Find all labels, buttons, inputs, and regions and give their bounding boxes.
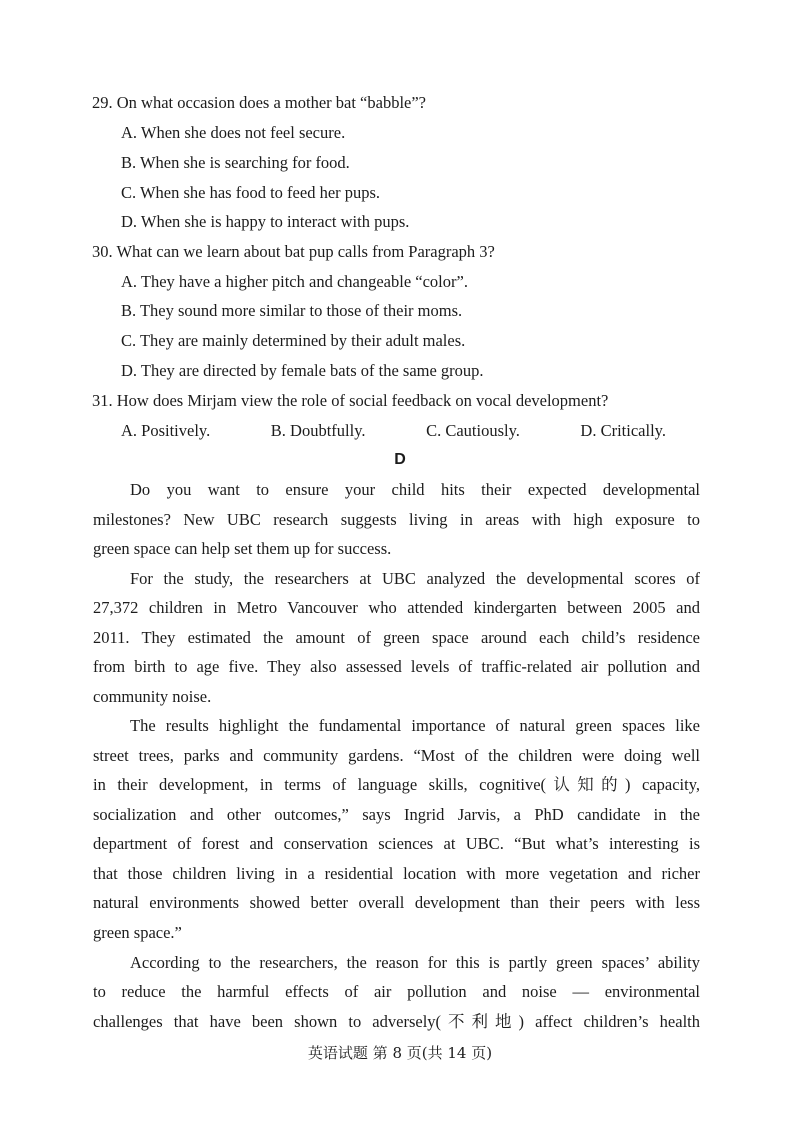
passage-line: Do you want to ensure your child hits their expected developmental	[130, 480, 700, 499]
question-30-option-a: A. They have a higher pitch and changeable “color”.	[121, 272, 468, 291]
question-31-option-c: C. Cautiously.	[426, 421, 520, 440]
passage-line: natural environments showed better overall development than their peers with less	[93, 893, 700, 912]
question-29-stem: 29. On what occasion does a mother bat “babble”?	[92, 93, 427, 112]
passage-line: from birth to age five. They also assessed levels of traffic-related air pollution and	[93, 657, 700, 676]
question-30-stem: 30. What can we learn about bat pup calls from Paragraph 3?	[92, 242, 495, 261]
passage-line: community noise.	[93, 687, 212, 706]
question-31-option-a: A. Positively.	[121, 421, 211, 440]
question-30-option-d: D. They are directed by female bats of the same group.	[121, 361, 484, 380]
passage-line: milestones? New UBC research suggests living in areas with high exposure to	[93, 510, 700, 529]
passage-line: 27,372 children in Metro Vancouver who attended kindergarten between 2005 and	[93, 598, 700, 617]
question-31-stem: 31. How does Mirjam view the role of social feedback on vocal development?	[92, 391, 609, 410]
passage-line: challenges that have been shown to adversely(不利地) affect children’s health	[93, 1012, 700, 1031]
passage-line: street trees, parks and community gardens. “Most of the children were doing well	[93, 746, 700, 765]
question-30-option-b: B. They sound more similar to those of their moms.	[121, 301, 463, 320]
question-31-options	[121, 421, 666, 441]
passage-line: green space.”	[93, 923, 182, 942]
passage-line: For the study, the researchers at UBC analyzed the developmental scores of	[130, 569, 700, 588]
passage-line: green space can help set them up for success.	[93, 539, 392, 558]
section-heading: D	[394, 451, 406, 468]
question-31-option-b: B. Doubtfully.	[270, 421, 366, 440]
passage-line: The results highlight the fundamental importance of natural green spaces like	[130, 716, 700, 735]
question-30-option-c: C. They are mainly determined by their adult males.	[121, 331, 466, 350]
page-footer: 英语试题 第 8 页(共 14 页)	[307, 1044, 493, 1062]
passage-line: to reduce the harmful effects of air pollution and noise — environmental	[93, 982, 700, 1001]
passage-line: socialization and other outcomes,” says Ingrid Jarvis, a PhD candidate in the	[93, 805, 700, 824]
passage-line: in their development, in terms of language skills, cognitive(认知的) capacity,	[93, 775, 700, 794]
question-29-option-a: A. When she does not feel secure.	[121, 123, 346, 142]
passage-line: According to the researchers, the reason for this is partly green spaces’ ability	[130, 953, 700, 972]
question-31-option-d: D. Critically.	[580, 421, 666, 440]
question-29-option-c: C. When she has food to feed her pups.	[121, 183, 381, 202]
passage-line: that those children living in a residential location with more vegetation and richer	[93, 864, 700, 883]
passage-line: department of forest and conservation sciences at UBC. “But what’s interesting is	[93, 834, 700, 853]
question-29-option-d: D. When she is happy to interact with pups.	[121, 212, 410, 231]
question-29-option-b: B. When she is searching for food.	[121, 153, 350, 172]
passage-line: 2011. They estimated the amount of green space around each child’s residence	[93, 628, 700, 647]
